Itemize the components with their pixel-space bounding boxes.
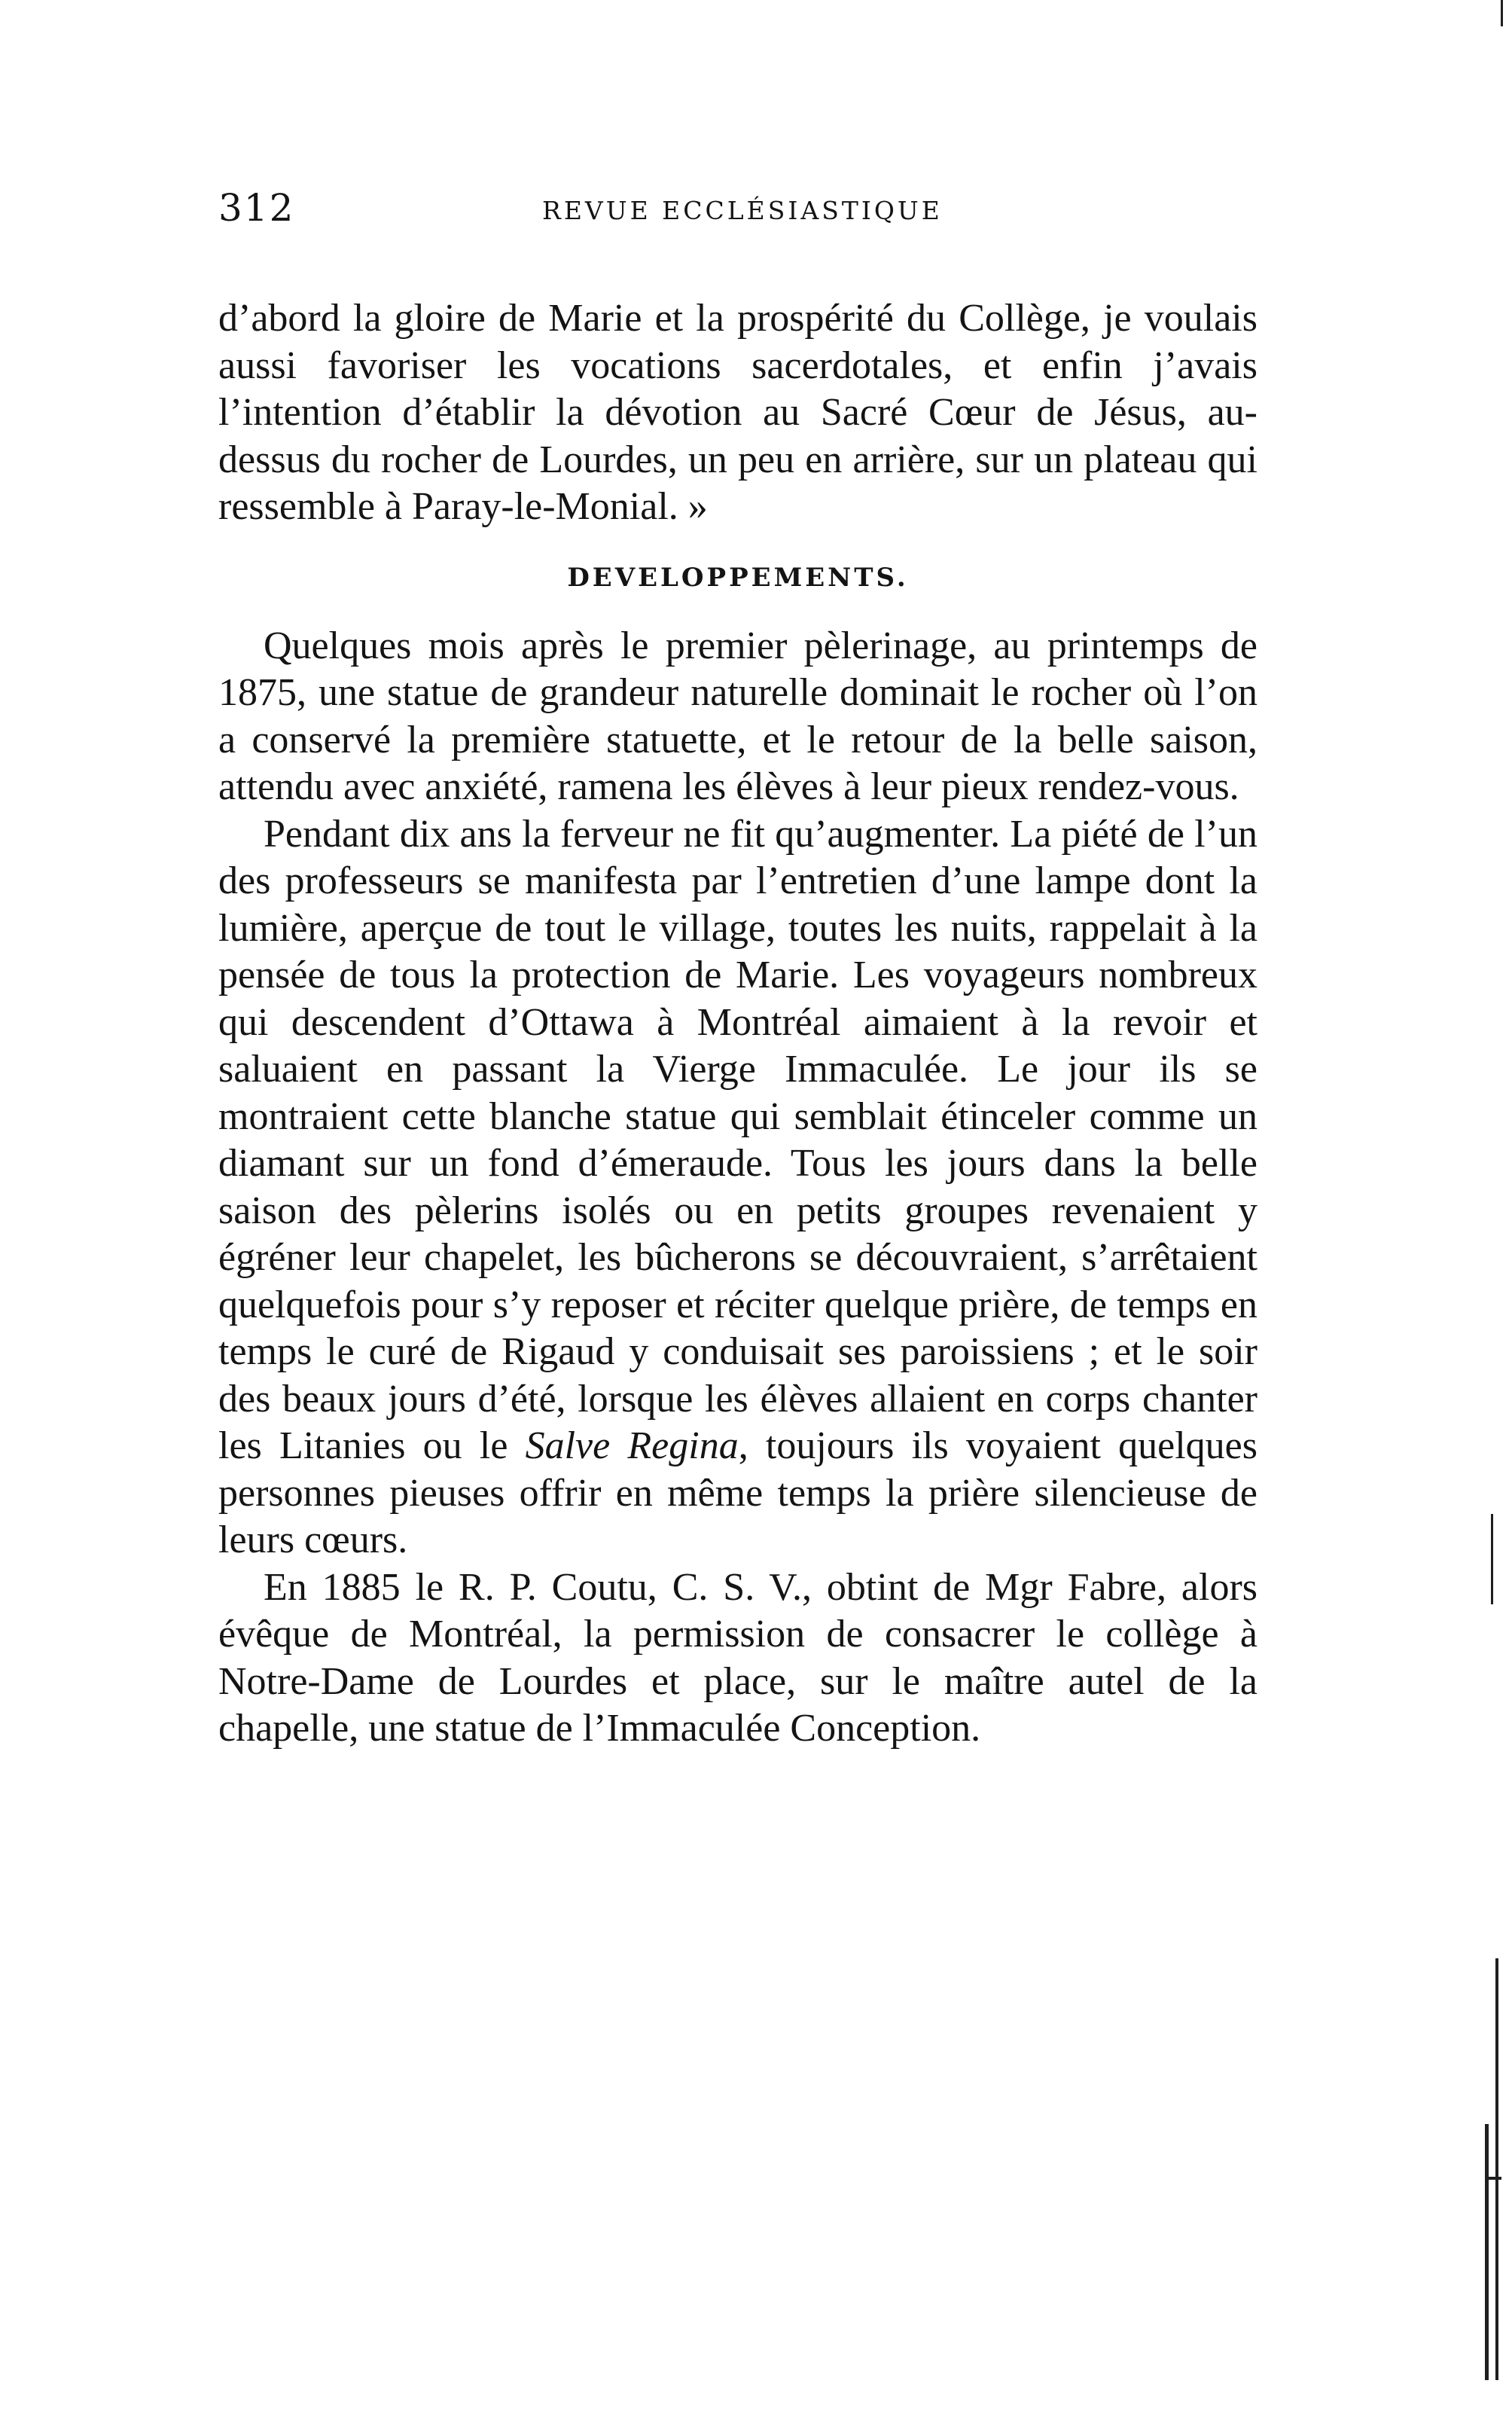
- paragraph-ten-years-end: , toujours ils voyaient quelques personnes pieuses offrir en même temps la prière silencieuse de leurs cœurs.: [218, 1424, 1258, 1561]
- paragraph-ten-years-text: Pendant dix ans la ferveur ne fit qu’augmenter. La piété de l’un des professeurs se manifesta par l’entretien d’une lampe dont la lumière, aperçue de tout le village, toutes les nuits, rappelait à la pensée de tous la protection de Marie. Les voyageurs nombreux qui descendent d’Ottawa à Montréal aimaient à la revoir et saluaient en passant la Vierge Immaculée. Le jour ils se montraient cette blanche statue qui semblait étinceler comme un diamant sur un fond d’émeraude. Tous les jours dans la belle saison des pèlerins isolés ou en petits groupes revenaient y égréner leur chapelet, les bûcherons se découvraient, s’arrêtaient quelquefois pour s’y reposer et réciter quelque prière, de temps en temps le curé de Rigaud y conduisait ses paroissiens ; et le soir des beaux jours d’été, lorsque les élèves allaient en corps chanter les Litanies ou le: [218, 812, 1257, 1467]
- section-heading: DEVELOPPEMENTS.: [567, 562, 909, 593]
- intro-paragraph: d’abord la gloire de Marie et la prospérité du Collège, je voulais aussi favoriser les vocations sacerdotales, et enfin j’avais l’intention d’établir la dévotion au Sacré Cœur de Jésus, au-dessus du rocher de Lourdes, un peu en arrière, sur un plateau qui ressemble à Paray-le-Monial. »: [218, 297, 1257, 528]
- paragraph-ten-years: [218, 811, 1257, 1564]
- scan-mark: [1485, 2124, 1489, 2380]
- scan-mark: [1488, 2177, 1501, 2180]
- paragraph-first-pilgrimage: Quelques mois après le premier pèlerinage, au printemps de 1875, une statue de grandeur naturelle dominait le rocher où l’on a conservé la première statuette, et le retour de la belle saison, attendu avec anxiété, ramena les élèves à leur pieux rendez-vous.: [218, 624, 1257, 808]
- running-head: [218, 185, 1257, 238]
- paragraph-1885-consecration: En 1885 le R. P. Coutu, C. S. V., obtint de Mgr Fabre, alors évêque de Montréal, la permission de consacrer le collège à Notre-Dame de Lourdes et place, sur le maître autel de la chapelle, une statue de l’Immaculée Conception.: [218, 1565, 1257, 1750]
- scan-mark: [1501, 0, 1503, 26]
- article-text: [218, 295, 1257, 1753]
- page-number: 312: [218, 186, 295, 230]
- scan-edge-marks: [1437, 0, 1512, 2411]
- scan-mark: [1495, 1958, 1498, 2380]
- salve-regina-title: Salve Regina: [525, 1424, 739, 1467]
- scan-mark: [1491, 1514, 1493, 1604]
- journal-title: REVUE ECCLÉSIASTIQUE: [542, 196, 943, 225]
